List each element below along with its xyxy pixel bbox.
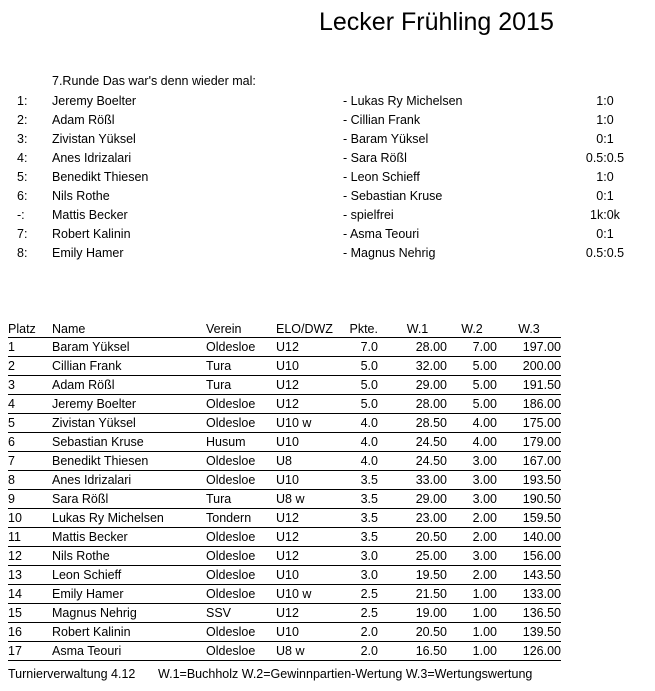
cell-verein: Oldesloe [206, 566, 276, 585]
cell-w3: 186.00 [497, 395, 561, 414]
cell-elo: U12 [276, 604, 338, 623]
cell-pkte: 7.0 [338, 338, 378, 357]
cell-elo: U10 [276, 623, 338, 642]
cell-w3: 133.00 [497, 585, 561, 604]
cell-verein: Oldesloe [206, 471, 276, 490]
cell-pkte: 2.5 [338, 604, 378, 623]
pairing-black-player: - Sara Rößl [343, 151, 407, 165]
cell-w2: 5.00 [447, 376, 497, 395]
cell-w3: 140.00 [497, 528, 561, 547]
cell-elo: U10 w [276, 414, 338, 433]
cell-w3: 156.00 [497, 547, 561, 566]
standings-row [8, 452, 561, 471]
cell-w3: 190.50 [497, 490, 561, 509]
cell-w2: 4.00 [447, 414, 497, 433]
col-header-w3: W.3 [518, 321, 540, 336]
cell-w3: 193.50 [497, 471, 561, 490]
cell-w3: 200.00 [497, 357, 561, 376]
cell-w2: 2.00 [447, 566, 497, 585]
cell-w2: 5.00 [447, 395, 497, 414]
pairing-row [0, 225, 655, 244]
cell-elo: U12 [276, 376, 338, 395]
col-header-w1: W.1 [406, 321, 429, 336]
pairing-result: 0.5:0.5 [585, 246, 625, 260]
cell-platz: 11 [8, 528, 52, 547]
cell-elo: U12 [276, 338, 338, 357]
cell-w1: 23.00 [378, 509, 447, 528]
pairing-white-player: Jeremy Boelter [52, 94, 137, 108]
tournament-title: Lecker Frühling 2015 [319, 8, 554, 36]
pairing-result: 0:1 [596, 227, 614, 241]
cell-w1: 19.00 [378, 604, 447, 623]
cell-elo: U10 [276, 471, 338, 490]
pairing-row [0, 111, 655, 130]
col-header-w2: W.2 [461, 321, 483, 336]
cell-verein: Oldesloe [206, 395, 276, 414]
standings-row [8, 357, 561, 376]
cell-name: Robert Kalinin [52, 623, 206, 642]
cell-w3: 143.50 [497, 566, 561, 585]
pairing-white-player: Anes Idrizalari [52, 151, 132, 165]
cell-w2: 1.00 [447, 623, 497, 642]
cell-pkte: 4.0 [338, 452, 378, 471]
cell-w3: 136.50 [497, 604, 561, 623]
cell-w1: 32.00 [378, 357, 447, 376]
pairing-board: 8: [17, 246, 28, 260]
cell-pkte: 5.0 [338, 395, 378, 414]
cell-pkte: 2.5 [338, 585, 378, 604]
cell-w2: 1.00 [447, 585, 497, 604]
standings-row [8, 585, 561, 604]
pairing-black-player: - Asma Teouri [343, 227, 420, 241]
standings-row [8, 433, 561, 452]
col-header-elo: ELO/DWZ [276, 321, 333, 336]
pairing-black-player: - Baram Yüksel [343, 132, 429, 146]
cell-elo: U12 [276, 528, 338, 547]
cell-elo: U10 w [276, 585, 338, 604]
cell-platz: 8 [8, 471, 52, 490]
pairing-black-player: - Magnus Nehrig [343, 246, 436, 260]
pairing-board: 1: [17, 94, 28, 108]
pairing-row [0, 92, 655, 111]
cell-w2: 2.00 [447, 528, 497, 547]
cell-w2: 5.00 [447, 357, 497, 376]
cell-w1: 25.00 [378, 547, 447, 566]
cell-w1: 21.50 [378, 585, 447, 604]
cell-name: Sebastian Kruse [52, 433, 206, 452]
cell-verein: Oldesloe [206, 547, 276, 566]
cell-platz: 17 [8, 642, 52, 661]
pairing-board: 2: [17, 113, 28, 127]
cell-w1: 28.00 [378, 395, 447, 414]
cell-pkte: 4.0 [338, 414, 378, 433]
cell-w2: 1.00 [447, 604, 497, 623]
pairing-white-player: Emily Hamer [52, 246, 124, 260]
pairing-row [0, 187, 655, 206]
pairing-result: 1:0 [596, 113, 614, 127]
cell-name: Zivistan Yüksel [52, 414, 206, 433]
cell-elo: U10 [276, 357, 338, 376]
pairings-list [0, 92, 655, 263]
cell-name: Leon Schieff [52, 566, 206, 585]
cell-w3: 159.50 [497, 509, 561, 528]
cell-pkte: 4.0 [338, 433, 378, 452]
cell-w2: 3.00 [447, 471, 497, 490]
col-header-name: Name [52, 321, 86, 336]
cell-w3: 197.00 [497, 338, 561, 357]
cell-verein: Oldesloe [206, 585, 276, 604]
pairing-white-player: Robert Kalinin [52, 227, 131, 241]
pairing-board: 3: [17, 132, 28, 146]
cell-verein: Oldesloe [206, 528, 276, 547]
cell-w1: 28.50 [378, 414, 447, 433]
cell-w3: 179.00 [497, 433, 561, 452]
cell-elo: U8 [276, 452, 338, 471]
standings-row [8, 547, 561, 566]
col-header-verein: Verein [206, 321, 242, 336]
cell-w1: 29.00 [378, 376, 447, 395]
cell-w1: 20.50 [378, 528, 447, 547]
cell-pkte: 3.5 [338, 490, 378, 509]
cell-pkte: 3.5 [338, 471, 378, 490]
cell-verein: Oldesloe [206, 452, 276, 471]
pairing-white-player: Nils Rothe [52, 189, 110, 203]
cell-verein: Tondern [206, 509, 276, 528]
cell-pkte: 5.0 [338, 376, 378, 395]
cell-name: Adam Rößl [52, 376, 206, 395]
cell-w1: 20.50 [378, 623, 447, 642]
pairing-black-player: - Cillian Frank [343, 113, 421, 127]
cell-w2: 4.00 [447, 433, 497, 452]
pairing-result: 0:1 [596, 132, 614, 146]
pairing-result: 1k:0k [590, 208, 620, 222]
cell-w1: 29.00 [378, 490, 447, 509]
cell-w2: 1.00 [447, 642, 497, 661]
pairing-black-player: - Leon Schieff [343, 170, 420, 184]
cell-platz: 2 [8, 357, 52, 376]
cell-name: Sara Rößl [52, 490, 206, 509]
cell-name: Lukas Ry Michelsen [52, 509, 206, 528]
cell-verein: Tura [206, 376, 276, 395]
software-version: Turnierverwaltung 4.12 [8, 667, 136, 681]
cell-verein: Oldesloe [206, 338, 276, 357]
cell-w2: 2.00 [447, 509, 497, 528]
pairing-row [0, 206, 655, 225]
pairing-board: 7: [17, 227, 28, 241]
cell-pkte: 3.0 [338, 566, 378, 585]
pairing-row [0, 130, 655, 149]
pairing-row [0, 168, 655, 187]
cell-w1: 19.50 [378, 566, 447, 585]
standings-row [8, 338, 561, 357]
cell-platz: 14 [8, 585, 52, 604]
pairing-row [0, 149, 655, 168]
cell-name: Cillian Frank [52, 357, 206, 376]
cell-pkte: 2.0 [338, 623, 378, 642]
standings-row [8, 566, 561, 585]
standings-row [8, 604, 561, 623]
cell-w1: 33.00 [378, 471, 447, 490]
cell-platz: 9 [8, 490, 52, 509]
pairing-black-player: - Lukas Ry Michelsen [343, 94, 463, 108]
cell-platz: 15 [8, 604, 52, 623]
footer [8, 667, 532, 681]
cell-elo: U12 [276, 547, 338, 566]
cell-w3: 139.50 [497, 623, 561, 642]
pairing-board: 5: [17, 170, 28, 184]
cell-verein: Oldesloe [206, 414, 276, 433]
standings-row [8, 642, 561, 661]
pairing-white-player: Adam Rößl [52, 113, 115, 127]
pairing-black-player: - Sebastian Kruse [343, 189, 443, 203]
pairing-board: 4: [17, 151, 28, 165]
cell-elo: U8 w [276, 642, 338, 661]
cell-pkte: 2.0 [338, 642, 378, 661]
pairing-row [0, 244, 655, 263]
pairing-board: 6: [17, 189, 28, 203]
cell-pkte: 3.0 [338, 547, 378, 566]
pairing-result: 0:1 [596, 189, 614, 203]
cell-platz: 5 [8, 414, 52, 433]
cell-w2: 3.00 [447, 452, 497, 471]
cell-w1: 24.50 [378, 433, 447, 452]
standings-row [8, 376, 561, 395]
pairing-black-player: - spielfrei [343, 208, 394, 222]
cell-platz: 16 [8, 623, 52, 642]
pairing-board: -: [17, 208, 25, 222]
cell-elo: U10 [276, 566, 338, 585]
cell-w1: 28.00 [378, 338, 447, 357]
cell-w1: 24.50 [378, 452, 447, 471]
cell-w1: 16.50 [378, 642, 447, 661]
cell-name: Benedikt Thiesen [52, 452, 206, 471]
cell-name: Asma Teouri [52, 642, 206, 661]
cell-verein: SSV [206, 604, 276, 623]
cell-w2: 7.00 [447, 338, 497, 357]
cell-name: Anes Idrizalari [52, 471, 206, 490]
cell-elo: U12 [276, 395, 338, 414]
cell-w3: 191.50 [497, 376, 561, 395]
cell-name: Mattis Becker [52, 528, 206, 547]
standings-row [8, 471, 561, 490]
cell-platz: 12 [8, 547, 52, 566]
cell-platz: 4 [8, 395, 52, 414]
cell-verein: Tura [206, 357, 276, 376]
cell-pkte: 3.5 [338, 509, 378, 528]
cell-verein: Oldesloe [206, 642, 276, 661]
cell-name: Magnus Nehrig [52, 604, 206, 623]
cell-platz: 13 [8, 566, 52, 585]
cell-w3: 167.00 [497, 452, 561, 471]
pairing-result: 1:0 [596, 170, 614, 184]
col-header-platz: Platz [8, 321, 36, 336]
cell-platz: 3 [8, 376, 52, 395]
cell-elo: U8 w [276, 490, 338, 509]
cell-w2: 3.00 [447, 547, 497, 566]
cell-pkte: 3.5 [338, 528, 378, 547]
standings-row [8, 395, 561, 414]
cell-name: Baram Yüksel [52, 338, 206, 357]
tiebreak-legend: W.1=Buchholz W.2=Gewinnpartien-Wertung W.3=Wertungswertung [158, 667, 533, 681]
standings-row [8, 414, 561, 433]
cell-name: Emily Hamer [52, 585, 206, 604]
pairing-result: 1:0 [596, 94, 614, 108]
cell-platz: 7 [8, 452, 52, 471]
pairing-result: 0.5:0.5 [585, 151, 625, 165]
pairing-white-player: Zivistan Yüksel [52, 132, 136, 146]
cell-elo: U10 [276, 433, 338, 452]
cell-platz: 1 [8, 338, 52, 357]
cell-name: Jeremy Boelter [52, 395, 206, 414]
cell-verein: Oldesloe [206, 623, 276, 642]
cell-verein: Tura [206, 490, 276, 509]
pairing-white-player: Benedikt Thiesen [52, 170, 149, 184]
cell-elo: U12 [276, 509, 338, 528]
cell-name: Nils Rothe [52, 547, 206, 566]
standings-table [8, 320, 561, 661]
cell-w2: 3.00 [447, 490, 497, 509]
pairing-white-player: Mattis Becker [52, 208, 128, 222]
cell-platz: 10 [8, 509, 52, 528]
cell-pkte: 5.0 [338, 357, 378, 376]
col-header-pkte: Pkte. [349, 321, 378, 336]
standings-row [8, 528, 561, 547]
cell-verein: Husum [206, 433, 276, 452]
cell-platz: 6 [8, 433, 52, 452]
standings-row [8, 509, 561, 528]
standings-header-row [8, 320, 561, 338]
standings-row [8, 490, 561, 509]
standings-row [8, 623, 561, 642]
cell-w3: 126.00 [497, 642, 561, 661]
cell-w3: 175.00 [497, 414, 561, 433]
round-header: 7.Runde Das war's denn wieder mal: [52, 74, 256, 88]
